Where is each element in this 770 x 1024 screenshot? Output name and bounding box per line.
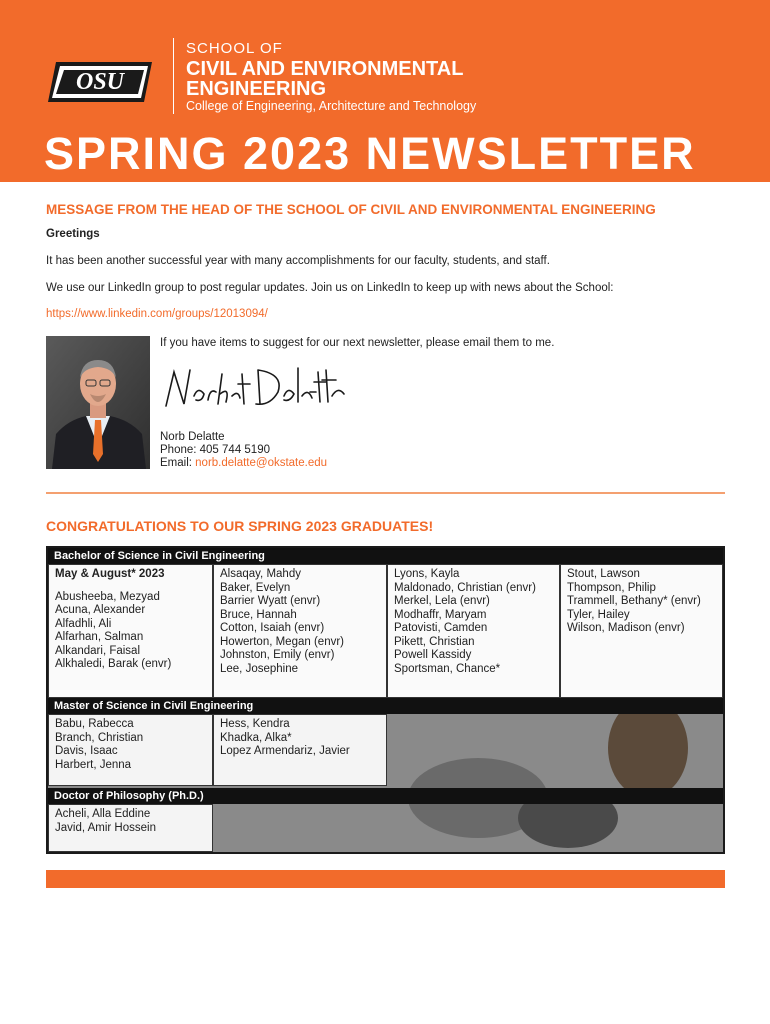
department-name-line1: CIVIL AND ENVIRONMENTAL bbox=[186, 58, 464, 80]
list-item: Branch, Christian bbox=[55, 731, 144, 744]
linkedin-link[interactable]: https://www.linkedin.com/groups/12013094/ bbox=[46, 308, 268, 320]
list-item: Alfarhan, Salman bbox=[55, 631, 144, 643]
header-divider bbox=[173, 38, 174, 114]
list-item: Trammell, Bethany* (envr) bbox=[567, 595, 701, 607]
list-item: Modhaffr, Maryam bbox=[394, 608, 487, 621]
list-item: Howerton, Megan (envr) bbox=[220, 635, 344, 648]
list-item: Pikett, Christian bbox=[394, 635, 475, 648]
list-item: Barrier Wyatt (envr) bbox=[220, 595, 321, 607]
school-of-label: SCHOOL OF bbox=[186, 40, 283, 57]
phd-program-title: Doctor of Philosophy (Ph.D.) bbox=[48, 788, 723, 804]
list-item: Baker, Evelyn bbox=[220, 581, 291, 594]
list-item: Stout, Lawson bbox=[567, 568, 640, 580]
message-paragraph-1: It has been another successful year with many accomplishments for our faculty, students, and staff. bbox=[46, 255, 550, 267]
ms-program-title: Master of Science in Civil Engineering bbox=[48, 698, 723, 714]
bs-term-label: May & August* 2023 bbox=[55, 568, 165, 580]
graduates-heading: CONGRATULATIONS TO OUR SPRING 2023 GRADUATES! bbox=[46, 518, 434, 534]
list-item: Alfadhli, Ali bbox=[55, 617, 112, 630]
message-paragraph-3: If you have items to suggest for our next newsletter, please email them to me. bbox=[160, 337, 555, 349]
list-item: Lee, Josephine bbox=[220, 662, 299, 675]
header-banner bbox=[0, 0, 770, 182]
contact-phone: Phone: 405 744 5190 bbox=[160, 444, 270, 456]
list-item: Alkandari, Faisal bbox=[55, 644, 141, 657]
list-item: Acheli, Alla Eddine bbox=[55, 808, 151, 820]
bs-column-2 bbox=[213, 564, 387, 698]
list-item: Javid, Amir Hossein bbox=[55, 821, 156, 834]
graduates-table bbox=[46, 546, 725, 854]
ms-column-2 bbox=[213, 714, 387, 786]
phd-column-1 bbox=[48, 804, 213, 852]
message-heading: MESSAGE FROM THE HEAD OF THE SCHOOL OF CIVIL AND ENVIRONMENTAL ENGINEERING bbox=[46, 202, 656, 217]
list-item: Alkhaledi, Barak (envr) bbox=[55, 658, 172, 670]
list-item: Powell Kassidy bbox=[394, 649, 472, 661]
list-item: Hess, Kendra bbox=[220, 718, 290, 730]
greeting: Greetings bbox=[46, 228, 100, 240]
list-item: Davis, Isaac bbox=[55, 745, 118, 757]
section-divider bbox=[46, 492, 725, 494]
department-name-line2: ENGINEERING bbox=[186, 78, 327, 100]
list-item: Maldonado, Christian (envr) bbox=[394, 581, 536, 594]
list-item: Cotton, Isaiah (envr) bbox=[220, 622, 325, 634]
newsletter-title: SPRING 2023 NEWSLETTER bbox=[44, 128, 696, 179]
head-portrait-photo bbox=[46, 336, 150, 469]
contact-email-label: Email: bbox=[160, 457, 196, 469]
list-item: Alsaqay, Mahdy bbox=[220, 568, 301, 580]
list-item: Lopez Armendariz, Javier bbox=[220, 745, 350, 757]
list-item: Khadka, Alka* bbox=[220, 731, 292, 744]
list-item: Tyler, Hailey bbox=[567, 608, 630, 621]
list-item: Abusheeba, Mezyad bbox=[55, 590, 160, 603]
college-name: College of Engineering, Architecture and Technology bbox=[186, 99, 477, 113]
bs-column-3 bbox=[387, 564, 560, 698]
list-item: Thompson, Philip bbox=[567, 581, 656, 594]
list-item: Patovisti, Camden bbox=[394, 622, 488, 634]
bs-column-4 bbox=[560, 564, 723, 698]
bs-program-title: Bachelor of Science in Civil Engineering bbox=[48, 548, 723, 564]
list-item: Sportsman, Chance* bbox=[394, 662, 501, 675]
ms-column-1 bbox=[48, 714, 213, 786]
contact-name: Norb Delatte bbox=[160, 431, 225, 443]
list-item: Wilson, Madison (envr) bbox=[567, 622, 685, 634]
list-item: Lyons, Kayla bbox=[394, 568, 460, 580]
list-item: Merkel, Lela (envr) bbox=[394, 595, 490, 607]
footer-bar bbox=[46, 870, 725, 888]
osu-logo bbox=[48, 56, 158, 108]
logo-text: OSU bbox=[75, 69, 125, 95]
bs-column-1 bbox=[48, 564, 213, 698]
list-item: Acuna, Alexander bbox=[55, 604, 146, 616]
message-paragraph-2: We use our LinkedIn group to post regular updates. Join us on LinkedIn to keep up with news about the School: bbox=[46, 282, 614, 294]
list-item: Babu, Rabecca bbox=[55, 718, 134, 730]
list-item: Harbert, Jenna bbox=[55, 758, 132, 771]
list-item: Johnston, Emily (envr) bbox=[220, 649, 335, 661]
contact-email-line bbox=[160, 457, 327, 469]
handwritten-signature bbox=[160, 356, 350, 418]
list-item: Bruce, Hannah bbox=[220, 608, 297, 621]
email-link[interactable]: norb.delatte@okstate.edu bbox=[195, 457, 328, 469]
